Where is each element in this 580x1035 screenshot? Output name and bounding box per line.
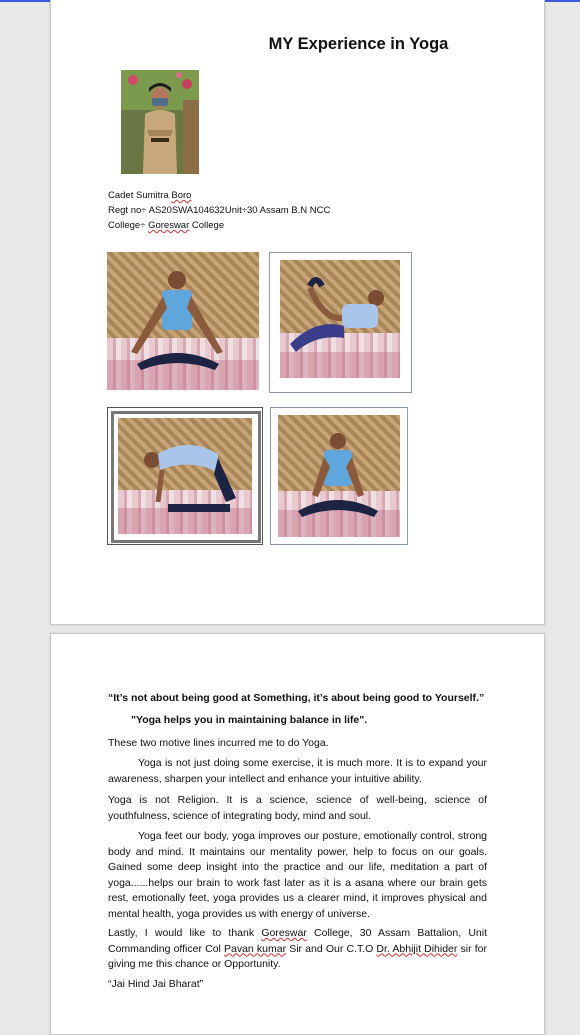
college-suffix: College [189, 220, 225, 231]
bow-pose-figure [280, 260, 400, 378]
cadet-name-line [108, 188, 330, 203]
camel-pose-figure [118, 418, 252, 534]
paragraph-not-religion: Yoga is not Religion. It is a science, science of well-being, science of youthfulness, science of integrating body, mind and soul. [108, 794, 487, 822]
cadet-portrait-photo [121, 70, 199, 174]
regt-line: Regt no÷ AS20SWA104632Unit÷30 Assam B.N NCC [108, 205, 331, 216]
opening-quote: “It’s not about being good at Something, it’s about being good to Yourself.” [108, 692, 485, 704]
thanks-officer-name: Pavan kumar [224, 942, 287, 955]
yoga-photo-3-frame [107, 407, 263, 545]
yoga-photo-camel-pose [118, 418, 252, 534]
cadet-portrait-drawing [121, 70, 199, 174]
document-page-1 [50, 0, 545, 625]
cross-legged-figure [278, 415, 400, 537]
thanks-part-c: Sir and Our C.T.O [286, 942, 377, 955]
thanks-part-a: Lastly, I would like to thank [108, 927, 262, 939]
college-name: Goreswar [148, 220, 190, 231]
cadet-surname: Boro [171, 190, 192, 201]
yoga-photo-bow-pose [280, 260, 400, 378]
cadet-info-block [108, 188, 330, 233]
thanks-cto-name: Dr. Abhijit Dihider [376, 942, 458, 955]
document-title: MY Experience in Yoga [268, 35, 449, 53]
paragraph-motive: These two motive lines incurred me to do Yoga. [108, 737, 329, 749]
closing-salutation: “Jai Hind Jai Bharat” [108, 978, 204, 990]
yoga-photo-cross-legged [278, 415, 400, 537]
thanks-college-name: Goreswar [261, 927, 307, 939]
yoga-photo-seated [107, 252, 259, 390]
thanks-part-d: sir for giving me this chance or Opportunity. [108, 942, 487, 970]
college-prefix: College÷ [108, 220, 149, 231]
thanks-part-b: College, 30 Assam Battalion, Unit Commanding officer Col [108, 927, 487, 955]
yoga-photo-2-frame [269, 252, 412, 393]
document-page-2 [50, 633, 545, 1035]
paragraph-not-just-exercise: Yoga is not just doing some exercise, it is much more. It is to expand your awareness, sharpen your intellect and enhance your intuitive ability. [108, 757, 487, 785]
seated-pose-figure [107, 252, 259, 390]
cadet-name-prefix: Cadet Sumitra [108, 190, 172, 201]
yoga-balance-quote: "Yoga helps you in maintaining balance in life". [131, 714, 368, 726]
college-line [108, 218, 330, 233]
yoga-photo-1-frame [107, 252, 259, 390]
paragraph-thanks [108, 926, 487, 973]
paragraph-benefits: Yoga feet our body, yoga improves our posture, emotionally control, strong body and mind. It maintains our mentality power, help to focus on our goals. Gained some deep insight into the practice and our life, meditation a part of yoga......helps our brain to work fast later as it is a asana where our brain gets rest, emotionally feet, yoga provides us a clearer mind, it improves physical and mental health, yoga provides us with energy of universe. [108, 830, 487, 920]
yoga-photo-4-frame [270, 407, 408, 545]
